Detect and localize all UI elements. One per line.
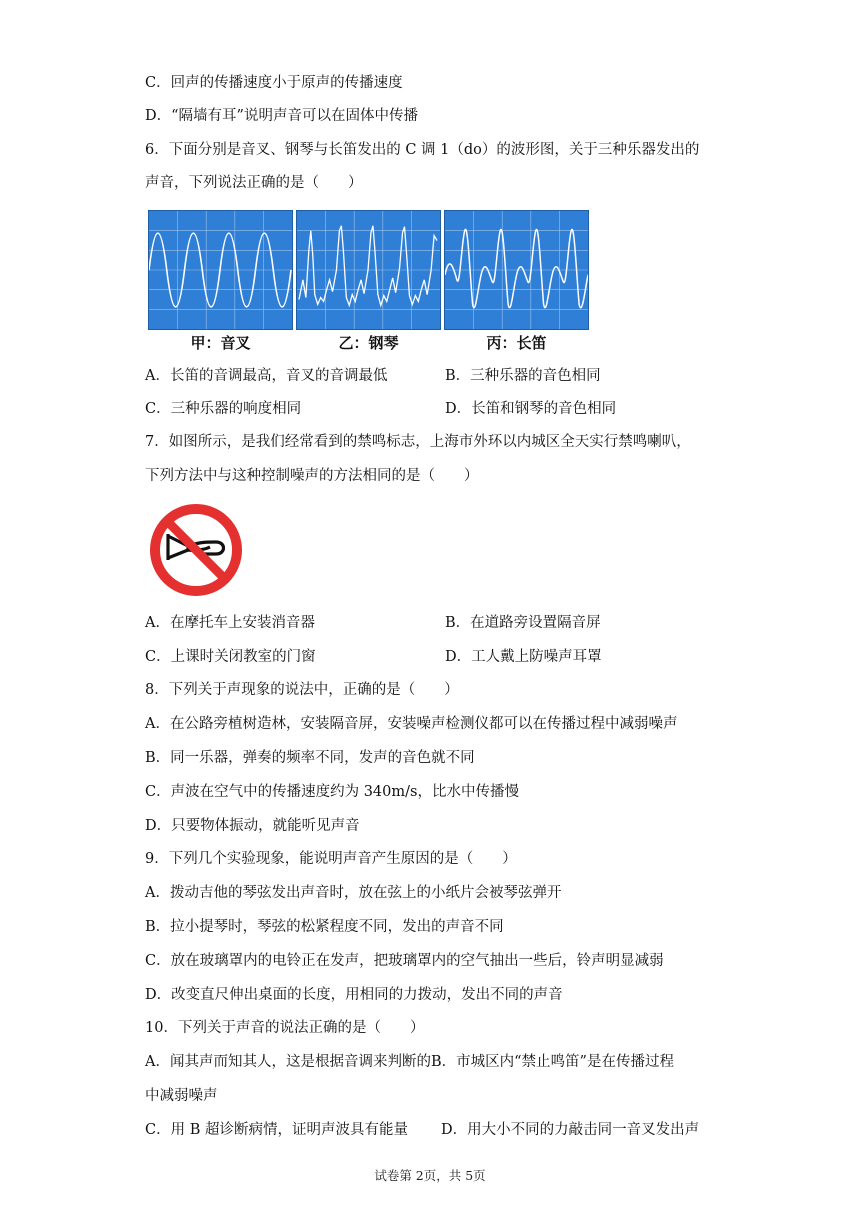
question-6-stem: 6．下面分别是音叉、钢琴与长笛发出的 C 调 1（do）的波形图，关于三种乐器发出的 <box>145 142 700 158</box>
option-9b: B．拉小提琴时，琴弦的松紧程度不同，发出的声音不同 <box>145 919 504 935</box>
question-9-stem: 9．下列几个实验现象，能说明声音产生原因的是（ ） <box>145 851 517 867</box>
option-7d: D．工人戴上防噪声耳罩 <box>445 649 602 665</box>
option-6a: A．长笛的音调最高，音叉的音调最低 <box>145 368 388 384</box>
option-8a: A．在公路旁植树造林，安装隔音屏，安装噪声检测仪都可以在传播过程中减弱噪声 <box>145 716 678 732</box>
caption-piano: 乙：钢琴 <box>338 334 399 352</box>
option-5c: C．回声的传播速度小于原声的传播速度 <box>145 75 403 91</box>
option-5d: D．“隔墙有耳”说明声音可以在固体中传播 <box>145 108 418 124</box>
option-6c: C．三种乐器的响度相同 <box>145 401 302 417</box>
caption-tuning-fork: 甲：音叉 <box>190 334 251 352</box>
question-7-stem: 7．如图所示，是我们经常看到的禁鸣标志，上海市外环以内城区全天实行禁鸣喇叭， <box>145 434 691 450</box>
option-10ab: A．闻其声而知其人，这是根据音调来判断的B．市城区内“禁止鸣笛”是在传播过程 <box>145 1054 674 1070</box>
question-6-stem-cont: 声音，下列说法正确的是（ ） <box>145 175 363 191</box>
piano-waveform <box>296 210 441 330</box>
option-6d: D．长笛和钢琴的音色相同 <box>445 401 617 417</box>
caption-flute: 丙：长笛 <box>486 334 547 352</box>
question-7-stem-cont: 下列方法中与这种控制噪声的方法相同的是（ ） <box>145 468 479 484</box>
flute-waveform <box>444 210 589 330</box>
option-10d: D．用大小不同的力敲击同一音叉发出声 <box>441 1122 700 1138</box>
option-9a: A．拨动吉他的琴弦发出声音时，放在弦上的小纸片会被琴弦弹开 <box>145 885 562 901</box>
question-8-stem: 8．下列关于声现象的说法中，正确的是（ ） <box>145 682 459 698</box>
option-7a: A．在摩托车上安装消音器 <box>145 615 315 631</box>
option-9c: C．放在玻璃罩内的电铃正在发声，把玻璃罩内的空气抽出一些后，铃声明显减弱 <box>145 953 664 969</box>
page-footer: 试卷第 2页，共 5页 <box>374 1168 486 1183</box>
option-7c: C．上课时关闭教室的门窗 <box>145 649 316 665</box>
option-7b: B．在道路旁设置隔音屏 <box>445 615 601 631</box>
tuning-fork-waveform <box>148 210 293 330</box>
no-horn-sign-icon <box>148 502 244 598</box>
option-8b: B．同一乐器，弹奏的频率不同，发声的音色就不同 <box>145 750 475 766</box>
waveform-figure <box>148 210 590 358</box>
option-10c: C．用 B 超诊断病情，证明声波具有能量 <box>145 1122 408 1138</box>
question-10-stem: 10．下列关于声音的说法正确的是（ ） <box>145 1020 425 1036</box>
option-9d: D．改变直尺伸出桌面的长度，用相同的力拨动，发出不同的声音 <box>145 987 563 1003</box>
option-8d: D．只要物体振动，就能听见声音 <box>145 818 360 834</box>
option-6b: B．三种乐器的音色相同 <box>445 368 601 384</box>
option-8c: C．声波在空气中的传播速度约为 340m/s，比水中传播慢 <box>145 784 519 800</box>
option-10b-cont: 中减弱噪声 <box>145 1088 218 1104</box>
